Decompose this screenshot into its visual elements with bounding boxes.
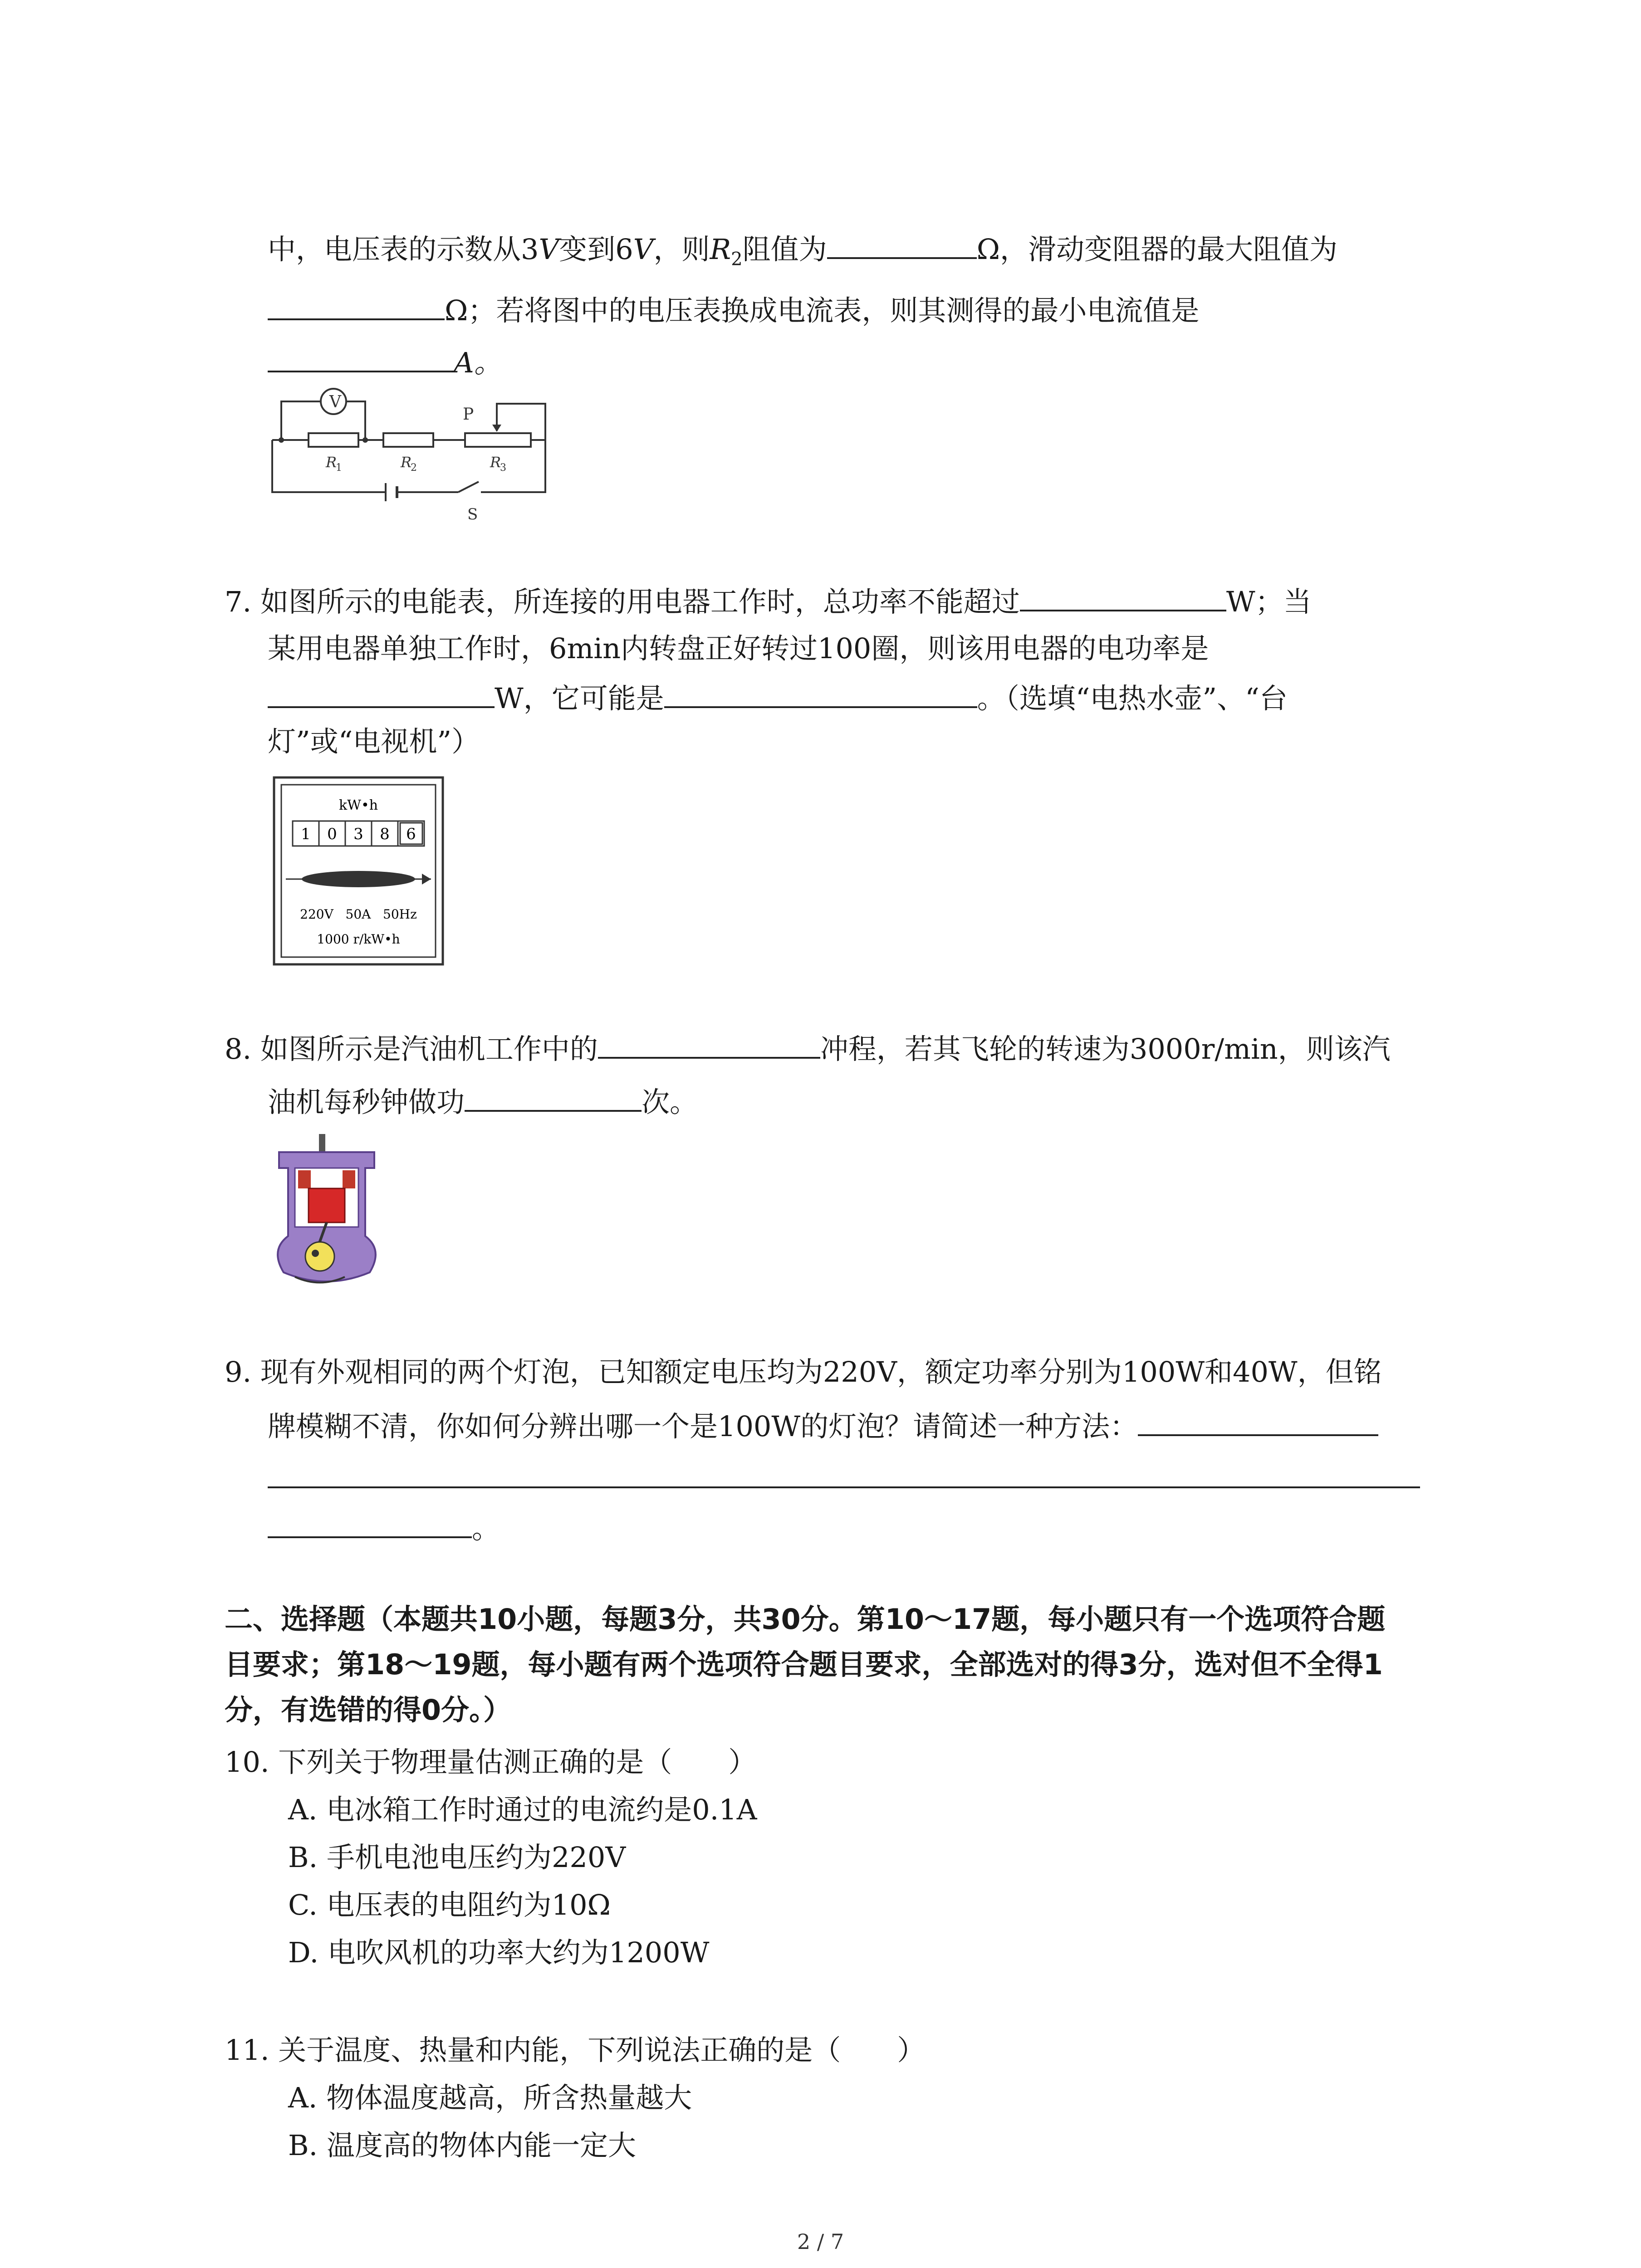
- meter-digit-2: 0: [327, 825, 337, 843]
- q10-option-c[interactable]: C. 电压表的电阻约为10Ω: [288, 1888, 611, 1921]
- q7-text-line2: 某用电器单独工作时，6min内转盘正好转过100圈，则该用电器的电功率是: [268, 632, 1209, 665]
- q6-blank-3[interactable]: [268, 342, 454, 372]
- q7-line-3: [268, 678, 1288, 717]
- intake-valve-icon: [298, 1170, 311, 1188]
- q9-blank-2[interactable]: [268, 1458, 1420, 1488]
- q10-option-a[interactable]: A. 电冰箱工作时通过的电流约是0.1A: [288, 1793, 757, 1826]
- exhaust-valve-icon: [343, 1170, 355, 1188]
- q6-text-d: 阻值为: [742, 233, 827, 266]
- resistor-r3: [465, 433, 531, 447]
- q10-stem: 10. 下列关于物理量估测正确的是（ ）: [225, 1745, 757, 1779]
- q8-text-b: 冲程，若其飞轮的转速为3000r/min，则该汽: [820, 1032, 1391, 1066]
- q6-unit-v2: V: [633, 233, 654, 266]
- q11-option-b[interactable]: B. 温度高的物体内能一定大: [288, 2129, 636, 2162]
- q7-text-b: W；当: [1226, 585, 1312, 618]
- resistor-r2: [383, 433, 433, 447]
- q11-stem: 11. 关于温度、热量和内能，下列说法正确的是（ ）: [225, 2033, 926, 2067]
- q6-text-b: 变到6: [559, 233, 633, 266]
- slider-arrow-icon: [492, 425, 501, 432]
- q9-blank-3[interactable]: [268, 1508, 472, 1538]
- q6-r-symbol: R: [710, 233, 731, 266]
- meter-digit-4: 8: [380, 825, 390, 843]
- q9-line-2: [268, 1406, 1378, 1445]
- q6-line-2: [268, 290, 1199, 329]
- q9-line-1: [225, 1354, 1382, 1390]
- q7-text-3a: W，它可能是: [495, 682, 664, 715]
- section2-heading-line2: 目要求；第18～19题，每小题有两个选项符合题目要求，全部选对的得3分，选对但不全得1: [225, 1648, 1383, 1681]
- q6-text-c: ，则: [653, 233, 710, 266]
- spark-plug-icon: [319, 1134, 325, 1152]
- q7-line-2: [268, 631, 1209, 667]
- meter-digit-3: 3: [353, 825, 363, 843]
- r2-sub: 2: [411, 462, 417, 474]
- gasoline-engine-figure: [270, 1132, 383, 1290]
- q8-line-1: [225, 1029, 1391, 1067]
- q7-text-a: 7. 如图所示的电能表，所连接的用电器工作时，总功率不能超过: [225, 585, 1020, 618]
- q11-option-a[interactable]: A. 物体温度越高，所含热量越大: [288, 2081, 692, 2114]
- section2-heading-line1: 二、选择题（本题共10小题，每题3分，共30分。第10～17题，每小题只有一个选项符合题: [225, 1603, 1386, 1636]
- q6-line-1: [268, 229, 1337, 277]
- switch-label: S: [467, 505, 478, 523]
- voltmeter-label: V: [329, 393, 341, 411]
- q7-line-1: [225, 582, 1312, 620]
- q6-text-line3: A。: [454, 346, 502, 379]
- q9-line-4: [268, 1508, 500, 1547]
- slider-label: P: [463, 405, 474, 424]
- r2-label: R: [401, 454, 412, 471]
- meter-digit-1: 1: [301, 825, 311, 843]
- q8-blank-1[interactable]: [598, 1029, 820, 1059]
- q6-line-3: [268, 342, 502, 381]
- r1-sub: 1: [336, 462, 342, 474]
- q7-line-4: [268, 723, 480, 760]
- q6-text-e: Ω，滑动变阻器的最大阻值为: [976, 233, 1338, 266]
- page-number: 2 / 7: [797, 2229, 844, 2254]
- q7-blank-2[interactable]: [268, 678, 495, 708]
- q7-text-3b: 。（选填“电热水壶”、“台: [977, 682, 1288, 715]
- flywheel-icon: [305, 1242, 334, 1271]
- q8-text-2b: 次。: [642, 1085, 698, 1119]
- piston-icon: [309, 1188, 345, 1222]
- q6-unit-v1: V: [539, 233, 559, 266]
- q7-blank-3[interactable]: [664, 678, 977, 708]
- meter-unit-label: kW•h: [338, 797, 378, 813]
- q9-line-3: [268, 1458, 1420, 1497]
- q8-text-2a: 油机每秒钟做功: [268, 1085, 465, 1119]
- resistor-r1: [309, 433, 358, 447]
- section2-heading-line3: 分，有选错的得0分。）: [225, 1693, 512, 1726]
- q7-text-line4: 灯”或“电视机”）: [268, 725, 480, 758]
- meter-rate-label: 1000 r/kW•h: [317, 932, 400, 947]
- q6-blank-2[interactable]: [268, 290, 445, 320]
- r1-label: R: [326, 454, 337, 471]
- q9-text-line1: 9. 现有外观相同的两个灯泡，已知额定电压均为220V，额定功率分别为100W和40W，但铭: [225, 1355, 1382, 1388]
- meter-spec-label: 220V 50A 50Hz: [300, 907, 417, 922]
- q9-blank-1[interactable]: [1138, 1406, 1378, 1436]
- q6-text-line2: Ω；若将图中的电压表换成电流表，则其测得的最小电流值是: [445, 294, 1200, 327]
- q9-text-line2: 牌模糊不清，你如何分辨出哪一个是100W的灯泡？请简述一种方法：: [268, 1410, 1138, 1443]
- q6-text-a: 中，电压表的示数从3: [268, 233, 539, 266]
- q10-option-d[interactable]: D. 电吹风机的功率大约为1200W: [288, 1936, 710, 1969]
- q8-text-a: 8. 如图所示是汽油机工作中的: [225, 1032, 598, 1066]
- r3-label: R: [490, 454, 501, 471]
- q9-text-line3: 。: [472, 1512, 500, 1545]
- q8-blank-2[interactable]: [465, 1082, 642, 1112]
- q6-blank-1[interactable]: [827, 229, 977, 259]
- q6-r-subscript: 2: [731, 249, 743, 270]
- energy-meter-figure: [272, 776, 445, 966]
- r3-sub: 3: [500, 462, 506, 474]
- q8-line-2: [268, 1082, 698, 1120]
- q7-blank-1[interactable]: [1020, 582, 1226, 611]
- circuit-diagram: [268, 381, 558, 526]
- q10-option-b[interactable]: B. 手机电池电压约为220V: [288, 1841, 626, 1874]
- meter-digit-5: 6: [406, 825, 416, 843]
